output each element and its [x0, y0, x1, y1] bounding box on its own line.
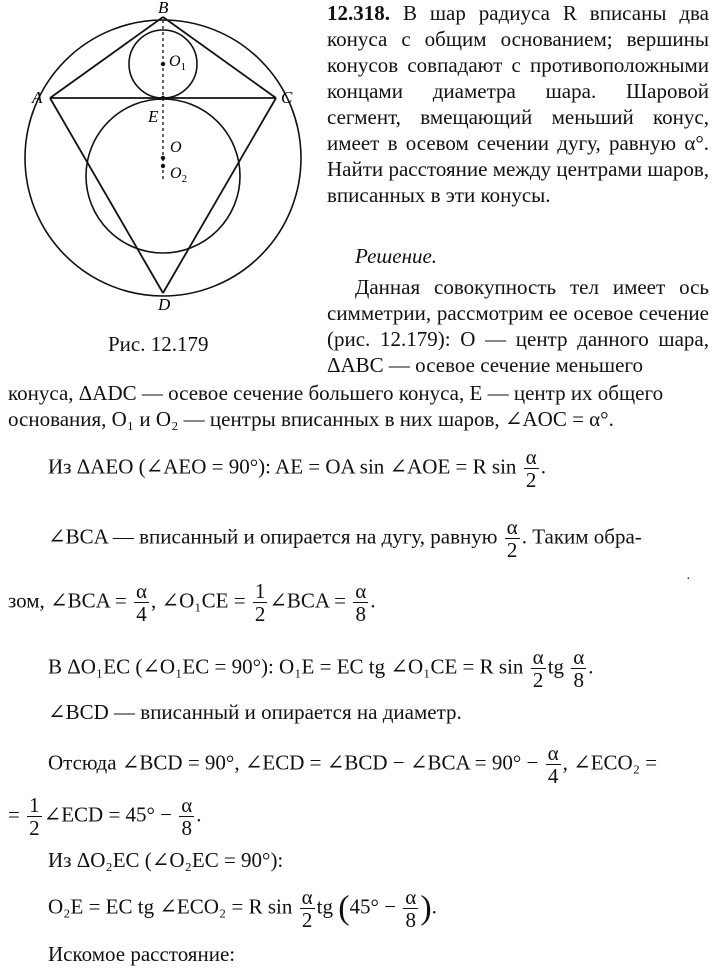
equation-bca-arc: ∠BCA — вписанный и опирается на дугу, равную $\frac{\alpha}{2}$ . Таким обра- — [48, 515, 642, 562]
label-d: D — [158, 295, 171, 312]
equation-o2e: O₂E = EC tg ∠ECO₂ = R sin $\frac{\alpha}{2}$ tg (45° − $\frac{\alpha}{8}$ ). — [48, 885, 437, 932]
problem-text: В шар радиуса R вписаны два конуса с общим основанием; вершины конусов совпадают с противоположными концами диаметра шара. Шаровой сегмент, вмещающий меньший конус, имеет в осевом сечении дугу, равную α°. Найти расстояние между центрами шаров, вписанных в эти конусы. — [327, 1, 710, 207]
equation-o1e: В ΔO₁EC (∠O₁EC = 90°): O₁E = EC tg ∠O₁CE = R sin $\frac{\alpha}{2}$ tg $\frac{\alpha}{8}$ . — [48, 645, 594, 692]
label-a: A — [32, 88, 43, 107]
fraction-1-2: $\frac{1}{2}$ — [29, 793, 40, 840]
equation-ae: Из ΔAEO (∠AEO = 90°): AE = OA sin ∠AOE = R sin $\frac{\alpha}{2}$ . — [48, 445, 546, 492]
solution-heading: Решение. — [355, 244, 438, 268]
fraction-alpha-8: $\frac{\alpha}{8}$ — [181, 793, 193, 840]
fraction-alpha-8: $\frac{\alpha}{8}$ — [355, 579, 367, 626]
point-o2 — [161, 164, 165, 168]
sought-distance-label: Искомое расстояние: — [48, 942, 236, 966]
solution-intro: Данная совокупность тел имеет ось симметрии, рассмотрим ее осевое сечение (рис. 12.179): O — центр данного шара, ΔABC — осевое сечение меньшего — [327, 275, 709, 377]
segment-ab — [50, 17, 163, 98]
intro-line-1: конуса, ΔADC — осевое сечение большего конуса, E — центр их общего — [8, 381, 664, 405]
equation-eco2: = $\frac{1}{2}$ ∠ECD = 45° − $\frac{\alpha}{8}$ . — [8, 793, 202, 840]
equation-o2ec-text: Из ΔO₂EC (∠O₂EC = 90°): — [48, 848, 284, 872]
problem-statement — [327, 0, 709, 208]
fraction-1-2: $\frac{1}{2}$ — [254, 579, 266, 626]
segment-ad — [50, 98, 163, 293]
label-o2: $O_2$ — [170, 165, 188, 185]
fraction-alpha-8: $\frac{\alpha}{8}$ — [573, 645, 585, 692]
fraction-alpha-2: $\frac{\alpha}{2}$ — [301, 885, 313, 932]
intro-line-2: основания, O₁ и O₂ — центры вписанных в них шаров, ∠AOC = α°. — [8, 407, 614, 431]
fraction-alpha-4: $\frac{\alpha}{4}$ — [136, 579, 148, 626]
problem-number: 12.318. — [327, 1, 390, 25]
label-c: C — [281, 88, 293, 107]
segment-cd — [163, 98, 276, 293]
stray-dots: · — [686, 572, 691, 587]
solution-intro-continued — [8, 380, 708, 432]
label-b: B — [158, 0, 169, 17]
fraction-alpha-2: $\frac{\alpha}{2}$ — [525, 445, 537, 492]
point-e — [161, 96, 165, 100]
label-o: O — [170, 139, 182, 156]
equation-ecd: Отсюда ∠BCD = 90°, ∠ECD = ∠BCD − ∠BCA = 90° − $\frac{\alpha}{4}$ , ∠ECO₂ = — [48, 741, 658, 788]
fraction-alpha-4: $\frac{\alpha}{4}$ — [547, 741, 559, 788]
label-o1: $O_1$ — [169, 53, 187, 73]
point-o — [161, 156, 165, 160]
equation-bcd-text: ∠BCD — вписанный и опирается на диаметр. — [48, 700, 462, 724]
fraction-alpha-2: $\frac{\alpha}{2}$ — [506, 515, 518, 562]
equation-o1ce: зом, ∠BCA = $\frac{\alpha}{4}$ , ∠O₁CE = $\frac{1}{2}$ ∠BCA = $\frac{\alpha}{8}$ . — [8, 579, 376, 626]
fraction-alpha-2: $\frac{\alpha}{2}$ — [532, 645, 544, 692]
fraction-alpha-8: $\frac{\alpha}{8}$ — [405, 885, 417, 932]
figure-caption: Рис. 12.179 — [108, 332, 209, 356]
point-o1 — [161, 62, 165, 66]
geometry-figure — [20, 0, 320, 312]
label-e: E — [148, 107, 159, 126]
